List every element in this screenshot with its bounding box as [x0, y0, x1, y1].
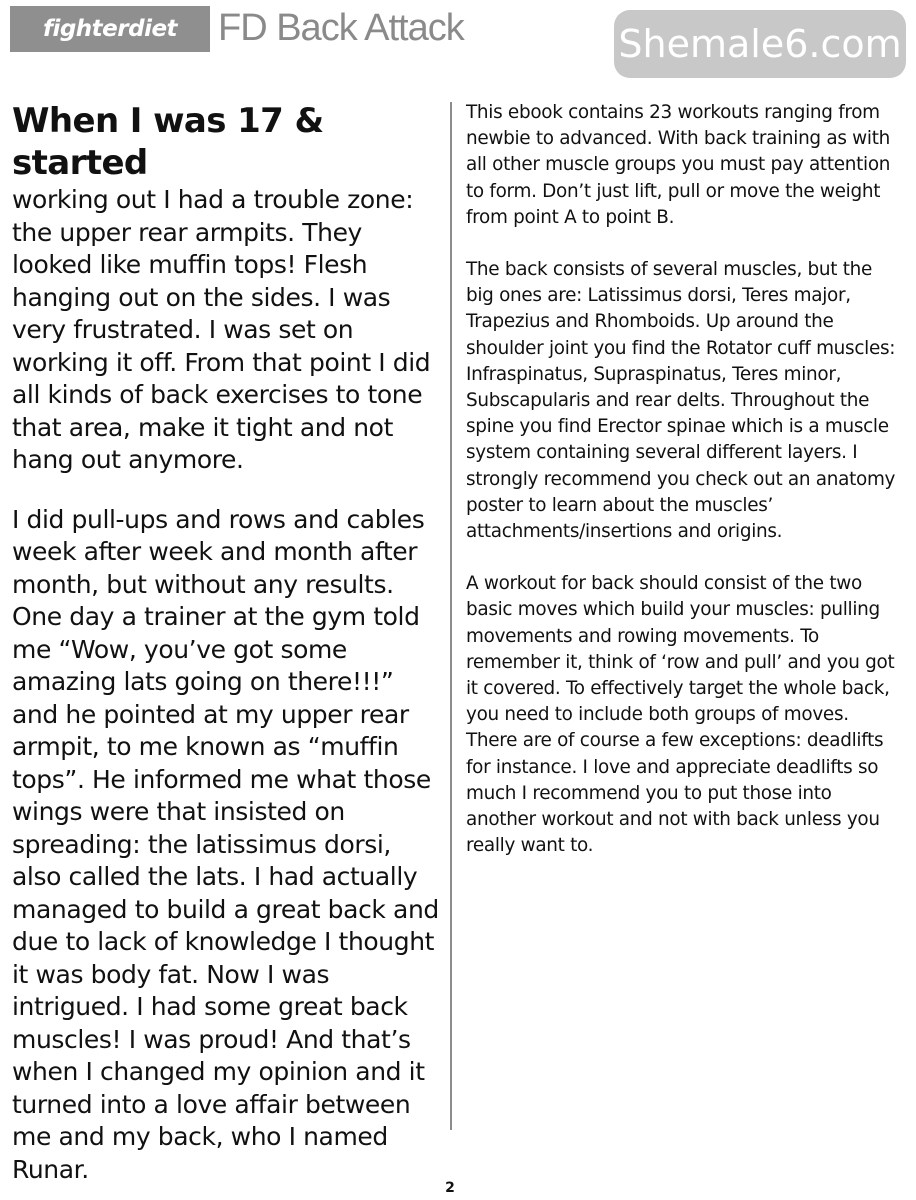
column-divider	[450, 102, 452, 1130]
document-title: FD Back Attack	[218, 7, 464, 49]
intro-paragraph: working out I had a trouble zone: the upper rear armpits. They looked like muffin tops! Flesh hanging out on the sides. I was very frustrated. I was set on working it off. From that point I did all kinds of back exercises to tone that area, make it tight and not hang out anymore.	[12, 185, 431, 474]
watermark-text: Shemale6.com	[618, 22, 902, 66]
brand-logo	[10, 6, 210, 52]
right-column	[466, 100, 902, 885]
brand-name: fighterdiet	[42, 16, 178, 42]
watermark-badge	[614, 10, 906, 78]
left-column	[12, 100, 440, 1186]
workout-structure-paragraph: A workout for back should consist of the two basic moves which build your muscles: pulling movements and rowing movements. To remember it, think of ‘row and pull’ and you got it covered. To effectively target the whole back, you need to include both groups of moves. There are of course a few exceptions: deadlifts for instance. I love and appreciate deadlifts so much I recommend you to put those into another workout and not with back unless you really want to.	[466, 573, 895, 857]
story-paragraph: I did pull-ups and rows and cables week after week and month after month, but without any results. One day a trainer at the gym told me “Wow, you’ve got some amazing lats going on there!!!” and he pointed at my upper rear armpit, to me known as “muffin tops”. He informed me what those wings were that insisted on spreading: the latissimus dorsi, also called the lats. I had actually managed to build a great back and due to lack of knowledge I thought it was body fat. Now I was intrigued. I had some great back muscles! I was proud! And that’s when I changed my opinion and it turned into a love affair between me and my back, who I named Runar.	[12, 504, 439, 1184]
page-number: 2	[445, 1180, 455, 1196]
ebook-intro-paragraph: This ebook contains 23 workouts ranging from newbie to advanced. With back training as with all other muscle groups you must pay attention to form. Don’t just lift, pull or move the weight from point A to point B.	[466, 102, 891, 228]
back-muscles-paragraph: The back consists of several muscles, but the big ones are: Latissimus dorsi, Teres major, Trapezius and Rhomboids. Up around the shoulder joint you find the Rotator cuff muscles: Infraspinatus, Supraspinatus, Teres minor, Subscapularis and rear delts. Throughout the spine you find Erector spinae which is a muscle system containing several different layers. I strongly recommend you check out an anatomy poster to learn about the muscles’ attachments/insertions and origins.	[466, 259, 896, 543]
lead-heading: When I was 17 & started	[12, 101, 324, 183]
